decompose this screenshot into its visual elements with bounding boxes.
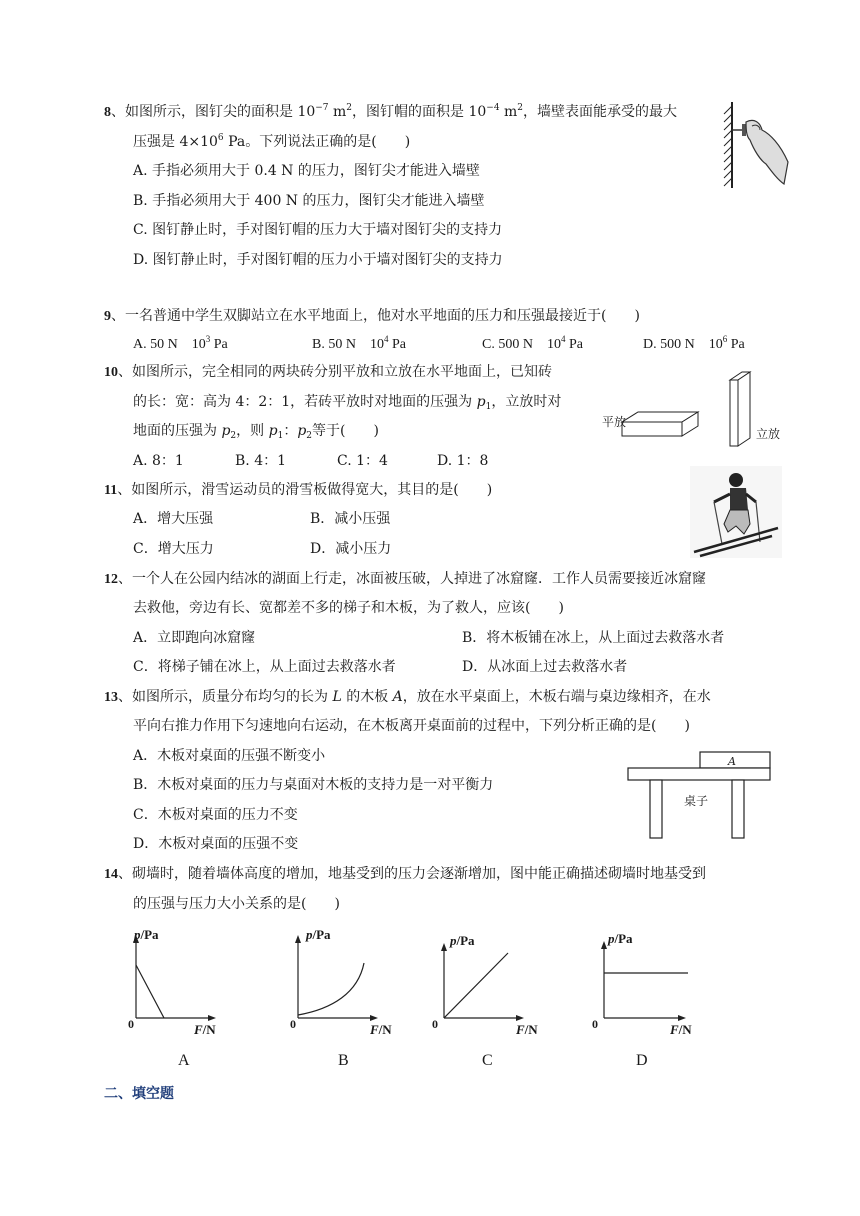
q12-option-d: D．从冰面上过去救落水者: [462, 659, 628, 675]
q8-stem-line2: 压强是 $4\times 10^6$ Pa。下列说法正确的是( ): [133, 133, 411, 150]
q12-option-b: B．将木板铺在冰上，从上面过去救落水者: [462, 630, 725, 646]
q13-stem-line2: 平向右推力作用下匀速地向右运动，在木板离开桌面前的过程中，下列分析正确的是( ): [133, 718, 690, 734]
question-number: 14: [104, 867, 118, 882]
question-number: 10: [104, 365, 118, 380]
flat-label: 平放: [602, 415, 627, 429]
graph-a-label: A: [178, 1052, 190, 1069]
board-label: A: [728, 755, 736, 768]
q11-option-a: A．增大压强: [133, 511, 214, 527]
q11-option-d: D．减小压力: [310, 541, 392, 557]
q9-option-a: A. 50 N $10^3$ Pa: [133, 334, 228, 352]
q12-stem-line2: 去救他，旁边有长、宽都差不多的梯子和木板，为了救人，应该( ): [133, 600, 564, 616]
q10-stem-line3: 地面的压强为 $p_2$，则 $p_1$：$p_2$等于( ): [133, 423, 379, 441]
graph-d-xlabel: F/N: [670, 1022, 692, 1037]
graph-b-ylabel: p/Pa: [306, 927, 331, 942]
q10-stem-line1: 10、如图所示，完全相同的两块砖分别平放和立放在水平地面上，已知砖: [104, 364, 552, 380]
q10-option-c: C. 1：4: [337, 453, 388, 469]
q8-option-c: C. 图钉静止时，手对图钉帽的压力大于墙对图钉尖的支持力: [133, 222, 503, 238]
q12-option-a: A．立即跑向冰窟窿: [133, 630, 256, 646]
question-number: 9: [104, 309, 111, 324]
graph-d-ylabel: p/Pa: [608, 931, 633, 946]
graph-b: [282, 925, 392, 1045]
q13-option-a: A．木板对桌面的压强不断变小: [133, 748, 326, 764]
graph-c-ylabel: p/Pa: [450, 933, 475, 948]
q10-option-b: B. 4：1: [235, 453, 287, 469]
table-label: 桌子: [684, 794, 709, 808]
thumbtack-wall-figure: [708, 100, 793, 190]
graph-a-ylabel: p/Pa: [134, 927, 159, 942]
q12-stem-line1: 12、一个人在公园内结冰的湖面上行走，冰面被压破，人掉进了冰窟窿．工作人员需要接近冰窟窿: [104, 571, 706, 587]
q8-option-d: D. 图钉静止时，手对图钉帽的压力小于墙对图钉尖的支持力: [133, 252, 503, 268]
graph-b-origin: 0: [290, 1017, 296, 1031]
graph-a: [120, 925, 230, 1045]
q13-stem-line1: 13、如图所示，质量分布均匀的长为 L 的木板 A，放在水平桌面上，木板右端与桌边缘相齐，在水: [104, 689, 711, 705]
q14-stem-line1: 14、砌墙时，随着墙体高度的增加，地基受到的压力会逐渐增加，图中能正确描述砌墙时地基受到: [104, 866, 706, 882]
stand-label: 立放: [756, 427, 781, 441]
q13-option-c: C．木板对桌面的压力不变: [133, 807, 298, 823]
q11-stem: 11、如图所示，滑雪运动员的滑雪板做得宽大，其目的是( ): [104, 482, 493, 498]
q8-option-b: B. 手指必须用大于 400 N 的压力，图钉尖才能进入墙壁: [133, 193, 485, 209]
q9-stem: 9、一名普通中学生双脚站立在水平地面上，他对水平地面的压力和压强最接近于( ): [104, 308, 640, 324]
graph-c-xlabel: F/N: [516, 1022, 538, 1037]
q10-stem-line2: 的长：宽：高为 4：2：1，若砖平放时对地面的压强为 $p_1$，立放时对: [133, 394, 562, 412]
graph-a-xlabel: F/N: [194, 1022, 216, 1037]
q9-option-d: D. 500 N $10^6$ Pa: [643, 334, 745, 352]
graph-a-line: [136, 965, 164, 1018]
section-heading-fill-blank: 二、填空题: [104, 1086, 174, 1102]
graph-c-line: [444, 953, 508, 1018]
graph-b-plot: [282, 925, 392, 1035]
graph-c-plot: [428, 925, 538, 1035]
graph-d: [588, 925, 704, 1045]
graph-d-plot: [588, 925, 704, 1035]
q10-option-a: A. 8：1: [133, 453, 184, 469]
graph-b-curve: [298, 963, 364, 1015]
graph-c-label: C: [482, 1052, 493, 1069]
graph-b-label: B: [338, 1052, 349, 1069]
q8-stem-line1: 8、如图所示，图钉尖的面积是 $10^{-7}$ $m^2$，图钉帽的面积是 $10^{-4}$ $m^2$，墙壁表面能承受的最大: [104, 103, 678, 120]
q8-option-a: A. 手指必须用大于 0.4 N 的压力，图钉尖才能进入墙壁: [133, 163, 480, 179]
question-number: 11: [104, 483, 118, 498]
q11-option-c: C．增大压力: [133, 541, 214, 557]
skier-figure: [690, 466, 782, 558]
q10-option-d: D. 1：8: [437, 453, 489, 469]
graph-a-origin: 0: [128, 1017, 134, 1031]
question-number: 12: [104, 572, 118, 587]
q13-option-b: B．木板对桌面的压力与桌面对木板的支持力是一对平衡力: [133, 777, 494, 793]
q13-option-d: D．木板对桌面的压强不变: [133, 836, 299, 852]
question-number: 13: [104, 690, 118, 705]
graph-c-origin: 0: [432, 1017, 438, 1031]
q11-option-b: B．减小压强: [310, 511, 391, 527]
graph-b-xlabel: F/N: [370, 1022, 392, 1037]
q14-stem-line2: 的压强与压力大小关系的是( ): [133, 896, 340, 912]
q9-option-c: C. 500 N $10^4$ Pa: [482, 334, 583, 352]
graph-c: [428, 925, 538, 1045]
question-number: 8: [104, 105, 111, 120]
graph-d-origin: 0: [592, 1017, 598, 1031]
q12-option-c: C．将梯子铺在冰上，从上面过去救落水者: [133, 659, 396, 675]
q9-option-b: B. 50 N $10^4$ Pa: [312, 334, 406, 352]
graph-d-label: D: [636, 1052, 648, 1069]
